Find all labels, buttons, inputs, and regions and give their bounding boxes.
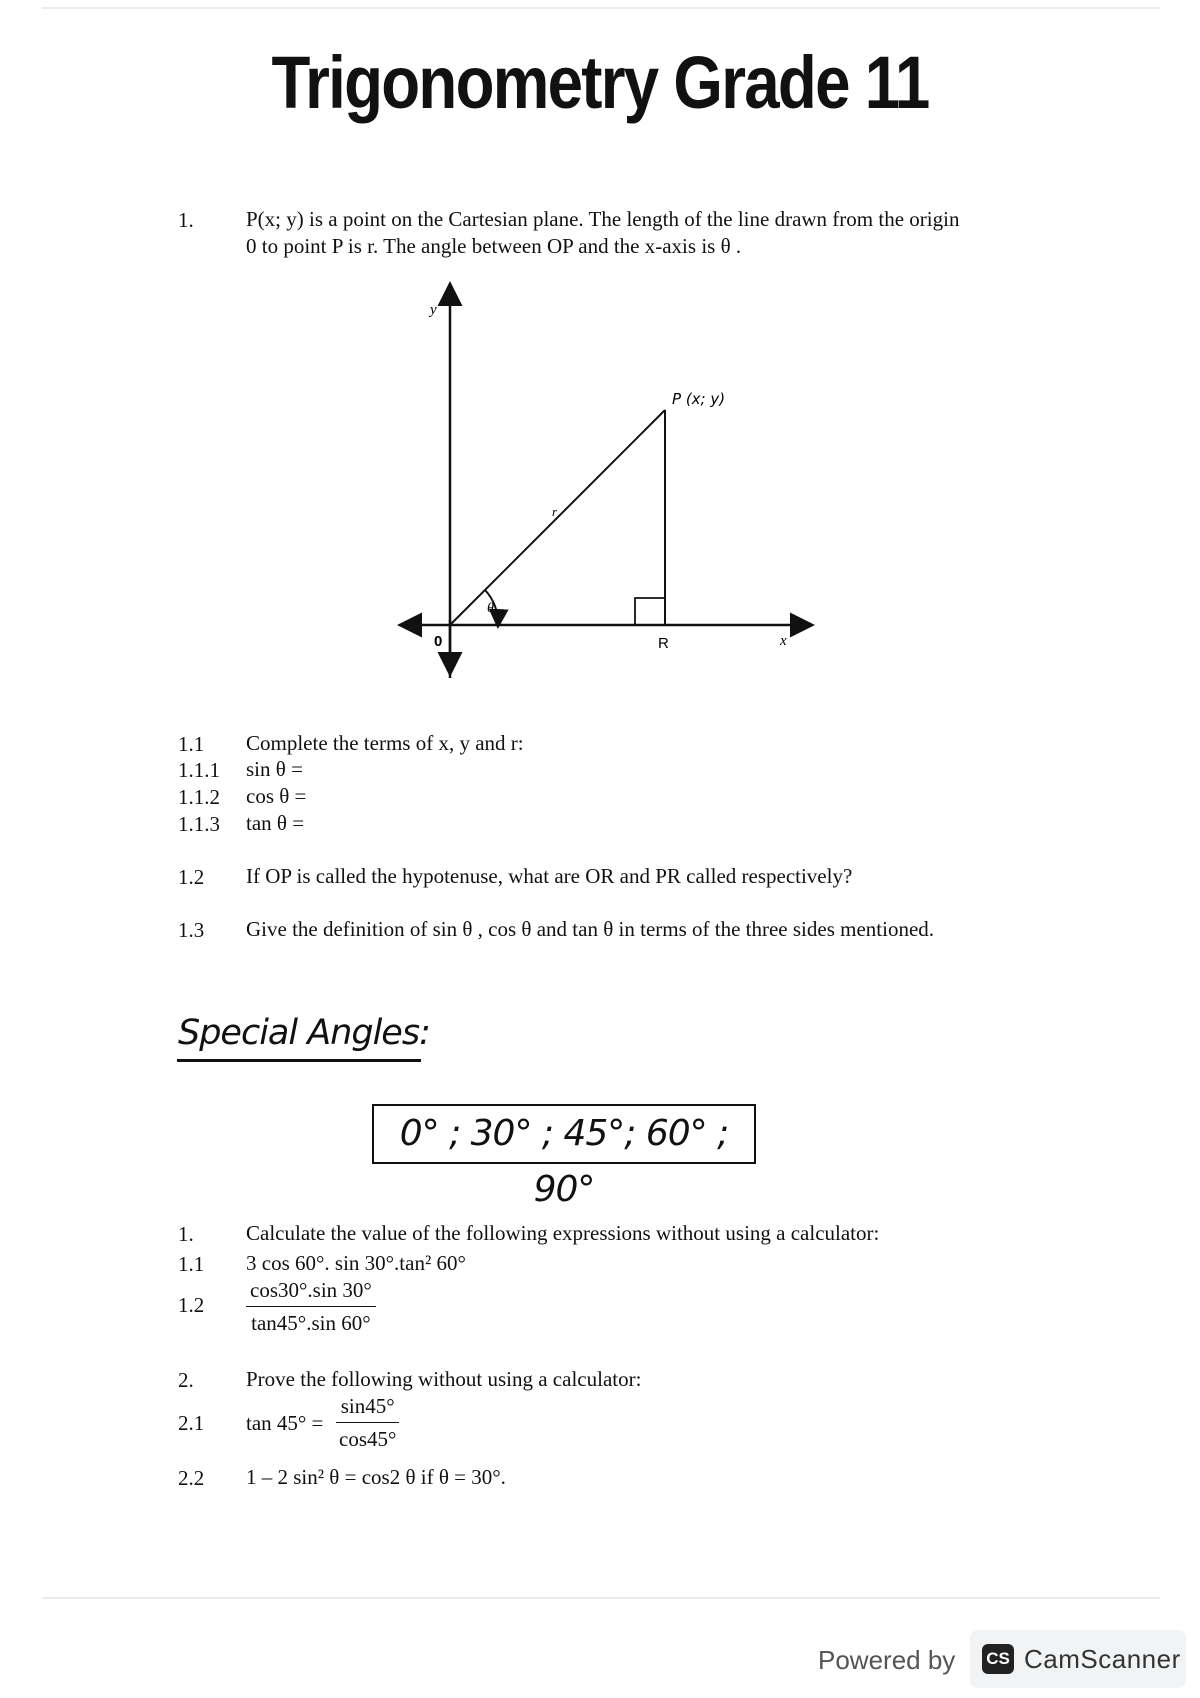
question-number: 2.1 (178, 1411, 205, 1435)
point-p-label: P (x; y) (672, 390, 726, 408)
question-text: Complete the terms of x, y and r: (246, 731, 524, 755)
heading-underline (177, 1059, 421, 1062)
right-angle-marker (635, 598, 665, 625)
question-text: cos θ = (246, 784, 307, 808)
denominator: cos45° (339, 1427, 397, 1451)
question-number: 1.2 (178, 865, 205, 889)
question-text: Give the definition of sin θ , cos θ and tan θ in terms of the three sides mentioned. (246, 917, 935, 941)
question-number: 1.1 (178, 1252, 205, 1276)
question-number: 1. (178, 1222, 194, 1246)
r-foot-label: R (658, 635, 669, 652)
x-axis-label: x (780, 633, 787, 649)
question-number: 2. (178, 1368, 194, 1392)
fraction-expression (246, 1278, 376, 1336)
question-number: 1.3 (178, 918, 205, 942)
question-text: tan θ = (246, 811, 305, 835)
question-number: 1.2 (178, 1293, 205, 1317)
question-text: sin θ = (246, 757, 303, 781)
question-number: 1. (178, 208, 194, 232)
y-axis-label: y (430, 302, 437, 318)
camscanner-logo-icon: CS (982, 1644, 1014, 1674)
expression: 3 cos 60°. sin 30°.tan² 60° (246, 1251, 466, 1275)
question-text: Calculate the value of the following expressions without using a calculator: (246, 1221, 880, 1245)
question-number: 1.1.2 (178, 785, 220, 809)
special-angles-heading: Special Angles: (178, 1013, 430, 1053)
question-text: Prove the following without using a calculator: (246, 1367, 642, 1391)
expression-lhs: tan 45° = (246, 1411, 324, 1435)
origin-label: 0 (434, 633, 443, 650)
numerator: sin45° (336, 1394, 399, 1423)
question-number: 2.2 (178, 1466, 205, 1490)
fraction-expression (336, 1394, 399, 1452)
special-angles-box: 0° ; 30° ; 45°; 60° ; 90° (372, 1104, 756, 1164)
numerator: cos30°.sin 30° (246, 1278, 376, 1307)
denominator: tan45°.sin 60° (251, 1311, 371, 1335)
cartesian-diagram (390, 280, 820, 690)
camscanner-badge (970, 1630, 1186, 1688)
page-title: Trigonometry Grade 11 (271, 41, 929, 124)
question-text-line1: P(x; y) is a point on the Cartesian plane. The length of the line drawn from the origin (246, 207, 960, 231)
expression: 1 – 2 sin² θ = cos2 θ if θ = 30°. (246, 1465, 506, 1489)
theta-label: θ (487, 601, 494, 616)
bottom-rule (42, 1597, 1160, 1599)
question-number: 1.1 (178, 732, 205, 756)
top-rule (42, 7, 1160, 9)
r-label: r (552, 504, 558, 519)
question-number: 1.1.3 (178, 812, 220, 836)
question-number: 1.1.1 (178, 758, 220, 782)
question-text: If OP is called the hypotenuse, what are OR and PR called respectively? (246, 864, 853, 888)
camscanner-brand: CamScanner (1024, 1644, 1181, 1674)
powered-by-text: Powered by (818, 1645, 956, 1675)
radius-line-op (450, 410, 665, 625)
question-text-line2: 0 to point P is r. The angle between OP and the x-axis is θ . (246, 234, 742, 258)
